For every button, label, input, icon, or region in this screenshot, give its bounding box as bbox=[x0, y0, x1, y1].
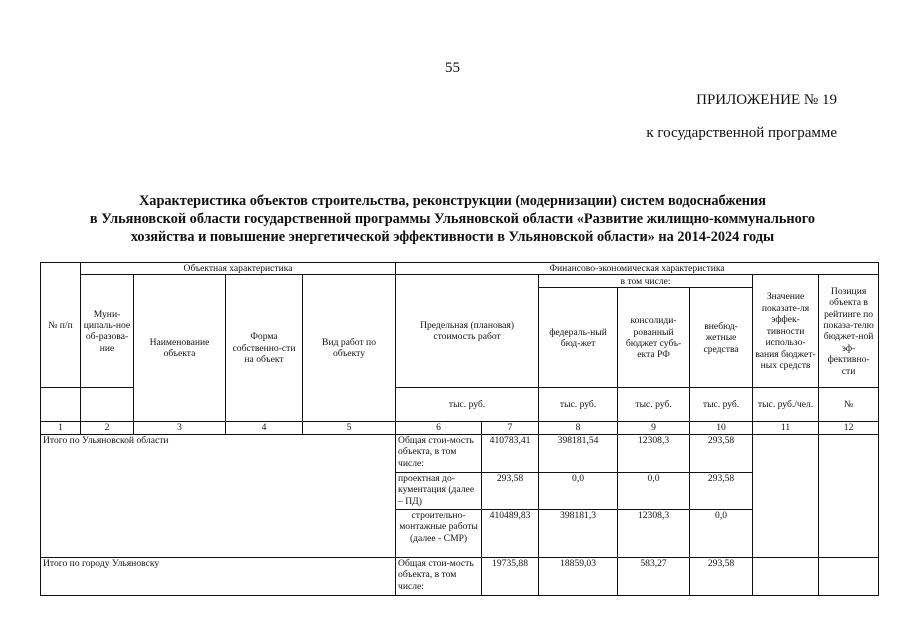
col-number: 11 bbox=[753, 422, 819, 434]
header-max-cost: Предельная (плановая) стоимость работ bbox=[396, 275, 539, 388]
header-extra-budget: внебюд-жетные средства bbox=[690, 288, 753, 388]
cell-total: 293,58 bbox=[482, 472, 539, 509]
cell-rating bbox=[819, 434, 879, 557]
header-ownership: Форма собственно-сти на объект bbox=[226, 275, 303, 422]
table-row bbox=[41, 434, 879, 472]
cell-efficiency bbox=[753, 434, 819, 557]
header-work-type: Вид работ по объекту bbox=[303, 275, 396, 422]
header-including: в том числе: bbox=[539, 275, 753, 288]
col-number: 10 bbox=[690, 422, 753, 434]
col-number: 2 bbox=[81, 422, 134, 434]
cell-consolidated: 0,0 bbox=[618, 472, 690, 509]
appendix-subheading: к государственной программе bbox=[646, 125, 837, 141]
col-number: 8 bbox=[539, 422, 618, 434]
unit-efficiency: тыс. руб./чел. bbox=[753, 388, 819, 422]
unit-consolidated: тыс. руб. bbox=[618, 388, 690, 422]
objects-table bbox=[40, 262, 879, 596]
header-num: № п/п bbox=[41, 263, 81, 388]
header-federal: федераль-ный бюд-жет bbox=[539, 288, 618, 388]
header-municipality: Муни-ципаль-ное об-разова-ние bbox=[81, 275, 134, 388]
appendix-heading: ПРИЛОЖЕНИЕ № 19 bbox=[696, 92, 837, 108]
header-object-name: Наименование объекта bbox=[134, 275, 226, 422]
col-number: 6 bbox=[396, 422, 482, 434]
column-numbers-row bbox=[41, 422, 879, 434]
header-num-stub bbox=[41, 388, 81, 422]
cell-consolidated: 12308,3 bbox=[618, 509, 690, 557]
header-group-finance: Финансово-экономическая характеристика bbox=[396, 263, 879, 275]
document-title bbox=[40, 192, 865, 246]
cell-efficiency bbox=[753, 557, 819, 595]
col-number: 7 bbox=[482, 422, 539, 434]
row-label-city: Итого по городу Ульяновску bbox=[41, 557, 396, 595]
title-line: Характеристика объектов строительства, реконструкции (модернизации) систем водоснабжения bbox=[138, 193, 767, 209]
cell-extra: 0,0 bbox=[690, 509, 753, 557]
cell-total: 410489,83 bbox=[482, 509, 539, 557]
unit-rating: № bbox=[819, 388, 879, 422]
col-number: 1 bbox=[41, 422, 81, 434]
cell-total: 410783,41 bbox=[482, 434, 539, 472]
cell-rating bbox=[819, 557, 879, 595]
cell-total: 19735,88 bbox=[482, 557, 539, 595]
col-number: 4 bbox=[226, 422, 303, 434]
title-line: хозяйства и повышение энергетической эффективности в Ульяновской области» на 2014-2024 годы bbox=[130, 229, 775, 245]
page-number: 55 bbox=[445, 60, 460, 76]
header-municipality-stub bbox=[81, 388, 134, 422]
row-desc: Общая стои-мость объекта, в том числе: bbox=[396, 434, 482, 472]
header-rating: Позиция объекта в рейтинге по показа-телю бюджет-ной эф-фективно-сти bbox=[819, 275, 879, 388]
table-row bbox=[41, 557, 879, 595]
unit-federal: тыс. руб. bbox=[539, 388, 618, 422]
row-desc: строительно-монтажные работы (далее - СМР) bbox=[396, 509, 482, 557]
cell-extra: 293,58 bbox=[690, 472, 753, 509]
cell-extra: 293,58 bbox=[690, 557, 753, 595]
col-number: 12 bbox=[819, 422, 879, 434]
cell-federal: 398181,3 bbox=[539, 509, 618, 557]
header-consolidated: консолиди-рованный бюджет субъ-екта РФ bbox=[618, 288, 690, 388]
cell-federal: 18859,03 bbox=[539, 557, 618, 595]
cell-federal: 0,0 bbox=[539, 472, 618, 509]
col-number: 9 bbox=[618, 422, 690, 434]
cell-consolidated: 583,27 bbox=[618, 557, 690, 595]
cell-extra: 293,58 bbox=[690, 434, 753, 472]
row-desc: Общая стои-мость объекта, в том числе: bbox=[396, 557, 482, 595]
title-line: в Ульяновской области государственной программы Ульяновской области «Развитие жилищно-коммунального bbox=[89, 211, 816, 227]
row-label-region: Итого по Ульяновской области bbox=[41, 434, 396, 557]
cell-federal: 398181,54 bbox=[539, 434, 618, 472]
cell-consolidated: 12308,3 bbox=[618, 434, 690, 472]
row-desc: проектная до-кументация (далее – ПД) bbox=[396, 472, 482, 509]
header-efficiency: Значение показате-ля эффек-тивности использо-вания бюджет-ных средств bbox=[753, 275, 819, 388]
header-group-object: Объектная характеристика bbox=[81, 263, 396, 275]
unit-extra-budget: тыс. руб. bbox=[690, 388, 753, 422]
col-number: 3 bbox=[134, 422, 226, 434]
col-number: 5 bbox=[303, 422, 396, 434]
unit-max-cost: тыс. руб. bbox=[396, 388, 539, 422]
